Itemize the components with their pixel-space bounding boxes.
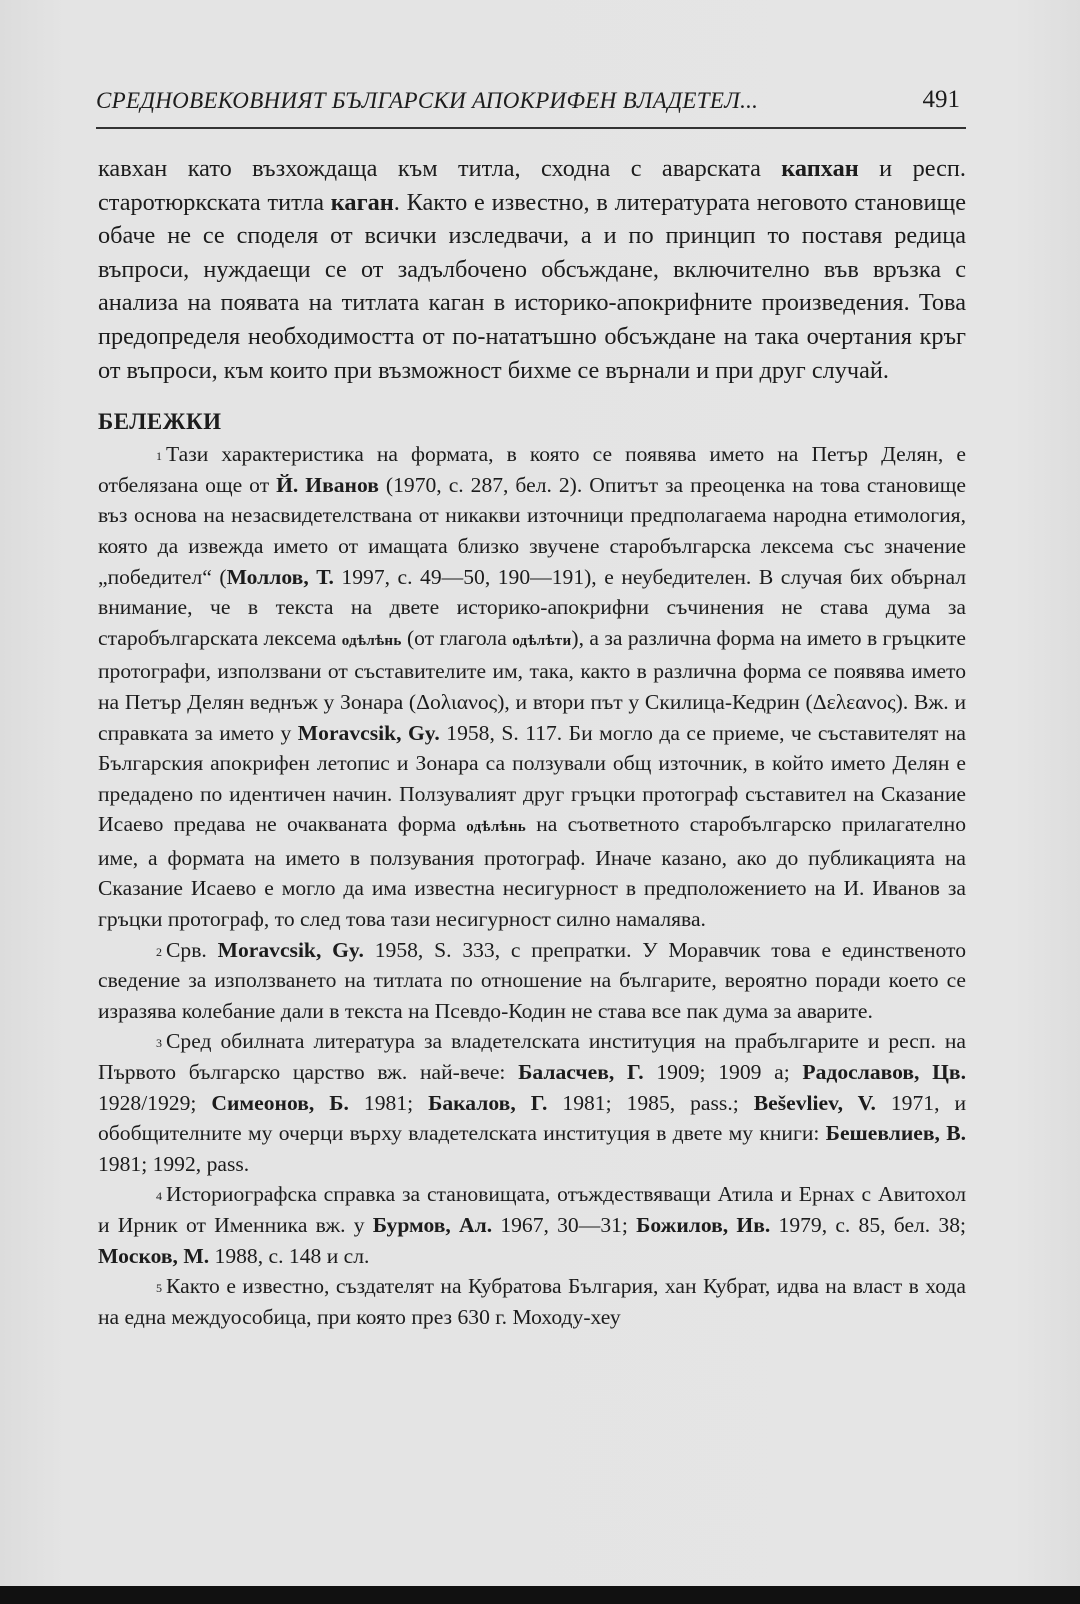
text-run: 1958, S. 117. Би могло да се приеме, че съставителят на Българския апокрифен летопис и Зонара са ползували общ източник, в който името Делян е предадено по идентичен начин. Ползувалият друг гръцки протограф съставител на Сказание Исаево предава не очакваната форма bbox=[98, 720, 967, 837]
text-run: Тази характеристика на формата, в която се появява името на Петър Делян, е отбелязана още от bbox=[98, 442, 966, 497]
footnote-3 bbox=[98, 1026, 966, 1179]
text-run: Както е известно, създателят на Кубратова България, хан Кубрат, идва на власт в хода на една междуособица, при която през 630 г. Моходу-хеу bbox=[98, 1274, 966, 1329]
text-run: (1970, с. 287, бел. 2). Опитът за преоценка на това становище въз основа на незасвидетелствана от никакви източници предполагаема народна етимология, която да извежда името от имащата близко звучене старобългарска лексема със значение „победител“ ( bbox=[98, 472, 966, 589]
running-title: СРЕДНОВЕКОВНИЯТ БЪЛГАРСКИ АПОКРИФЕН ВЛАДЕТЕЛ... bbox=[96, 88, 759, 113]
footnote-number: 5 bbox=[156, 1281, 162, 1296]
text-run: 1981; 1985, pass.; bbox=[547, 1090, 754, 1115]
author-citation: Й. Иванов bbox=[276, 472, 379, 497]
text-run: (от глагола bbox=[401, 625, 513, 650]
text-run: на съответното старобългарско прилагателно име, а формата на името в ползувания протограф. Иначе казано, ако до публикацията на Сказание Исаево е могло да има известна несигурност в предположението на И. Иванов за гръцки протограф, то след това тази несигурност силно намалява. bbox=[98, 812, 966, 932]
bold-term: каган bbox=[330, 188, 394, 216]
footnote-number: 3 bbox=[156, 1036, 162, 1051]
text-run: 1981; 1992, pass. bbox=[98, 1151, 250, 1176]
text-run: 1971, и обобщителните му очерци върху владетелската институция в двете му книги: bbox=[98, 1090, 967, 1146]
text-run: кавхан като възхождаща към титла, сходна с аварската bbox=[98, 155, 782, 182]
author-citation: Баласчев, Г. bbox=[518, 1060, 644, 1085]
bold-term: капхан bbox=[781, 155, 859, 182]
text-run: 1979, с. 85, бел. 38; bbox=[770, 1213, 967, 1237]
text-run: 1909; 1909 а; bbox=[643, 1060, 803, 1085]
footnote-number: 1 bbox=[156, 449, 162, 464]
author-citation: Москов, М. bbox=[98, 1243, 210, 1268]
author-citation: Moravcsik, Gy. bbox=[297, 720, 440, 745]
main-paragraph bbox=[98, 152, 966, 387]
footnote-5 bbox=[98, 1271, 966, 1332]
text-run: Сред обилната литература за владетелската институция на прабългарите и респ. на Първото българско царство вж. най-вече: bbox=[98, 1029, 966, 1085]
text-run: Историографска справка за становищата, отъждествяващи Атила и Ернах с Авитохол и Ирник от Именника вж. у bbox=[98, 1182, 966, 1237]
author-citation: Бурмов, Ал. bbox=[372, 1213, 493, 1237]
notes-heading: БЕЛЕЖКИ bbox=[98, 409, 222, 435]
text-run: 1981; bbox=[348, 1090, 429, 1115]
author-citation: Бешевлиев, В. bbox=[825, 1121, 967, 1146]
text-run: 1997, с. 49—50, 190—191), е неубедителен. В случая бих обърнал внимание, че в текста на двете историко-апокрифни съчинения не става дума за старобългарската лексема bbox=[98, 564, 966, 650]
text-run: и респ. старотюркската титла bbox=[98, 155, 966, 216]
text-run: 1958, S. 333, с препратки. У Моравчик това е единственото сведение за използването на титлата по отношение на българите, вероятно поради което се изразява колебание дали в текста на Псевдо-Кодин не става все пак дума за аварите. bbox=[98, 937, 967, 1023]
old-church-slavonic-word: одѣлѣти bbox=[512, 632, 572, 649]
old-church-slavonic-word: одѣлѣнь bbox=[341, 632, 402, 649]
text-run: ), а за различна форма на името в гръцките протографи, използвани от съставителите им, така, както в различна форма се появява името на Петър Делян веднъж у Зонара (Δολιανος), и втори път у Скилица-Кедрин (Δελεανος). Вж. и справката за името у bbox=[98, 625, 967, 745]
footnote-number: 4 bbox=[156, 1189, 162, 1204]
footnote-2 bbox=[98, 935, 966, 1027]
footnote-1 bbox=[98, 439, 966, 935]
author-citation: Моллов, Т. bbox=[226, 564, 334, 589]
text-run: 1928/1929; bbox=[98, 1090, 212, 1115]
old-church-slavonic-word: одѣлѣнь bbox=[466, 819, 527, 836]
running-header bbox=[96, 83, 966, 129]
author-citation: Симеонов, Б. bbox=[211, 1090, 349, 1115]
page-number: 491 bbox=[922, 86, 960, 113]
text-run: Срв. bbox=[166, 937, 218, 962]
author-citation: Божилов, Ив. bbox=[636, 1213, 771, 1237]
page-body bbox=[98, 152, 966, 1332]
author-citation: Moravcsik, Gy. bbox=[217, 937, 364, 962]
author-citation: Beševliev, V. bbox=[753, 1090, 876, 1115]
footnote-4 bbox=[98, 1179, 966, 1271]
text-run: 1967, 30—31; bbox=[492, 1213, 637, 1237]
scan-edge-bar bbox=[0, 1586, 1080, 1604]
author-citation: Бакалов, Г. bbox=[428, 1090, 548, 1115]
text-run: . Както е известно, в литературата неговото становище обаче не се споделя от всички изследвачи, а и по принцип то поставя редица въпроси, нуждаещи се от задълбочено обсъждане, включително във връзка с анализа на появата на титлата каган в историко-апокрифните произведения. Това предопределя необходимостта от по-нататъшно обсъждане на така очертания кръг от въпроси, към които при възможност бихме се върнали и при друг случай. bbox=[98, 188, 966, 384]
text-run: 1988, с. 148 и сл. bbox=[209, 1243, 370, 1268]
footnote-number: 2 bbox=[156, 944, 162, 959]
author-citation: Радославов, Цв. bbox=[802, 1060, 966, 1085]
